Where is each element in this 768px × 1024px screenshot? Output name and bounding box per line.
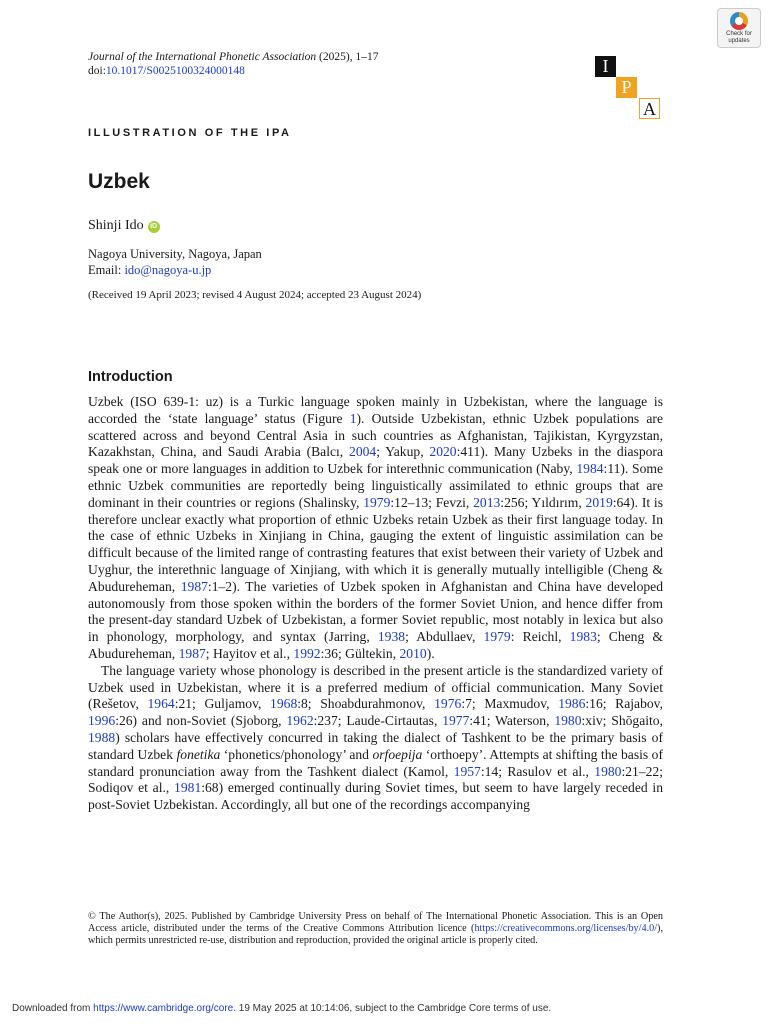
text-run: :256; Yıldırım,: [500, 494, 586, 510]
citation-link[interactable]: 1983: [569, 629, 597, 645]
text-run: The language variety whose phonology is described in the present article is the standardized variety of Uzbek used in Uzbekistan, where it is a preferred medium of official communication. Many Soviet (Rešetov,: [88, 662, 663, 712]
italic-term: fonetika: [176, 746, 221, 762]
citation-link[interactable]: 1987: [180, 578, 208, 594]
license-link[interactable]: https://creativecommons.org/licenses/by/4.0/: [474, 923, 658, 934]
text-run: :11). Some ethnic Uzbek communities are reportedly being linguistically assimilated to ethnic groups that are dominant in their countries or regions (Shalinsky,: [88, 461, 663, 510]
ipa-logo: [593, 56, 665, 122]
paragraph-2: [88, 663, 663, 814]
text-run: ).: [426, 645, 435, 661]
citation-link[interactable]: 1979: [483, 629, 511, 645]
text-run: ; Cheng & Abudureheman,: [88, 629, 663, 661]
download-prefix: Downloaded from: [12, 1003, 94, 1014]
author-name: Shinji Ido: [88, 218, 144, 233]
citation-link[interactable]: 1996: [88, 713, 116, 729]
text-run: Uzbek (ISO 639-1: uz) is a Turkic language spoken mainly in Uzbekistan, where the language is accorded the ‘state language’ status (Figure: [88, 394, 663, 426]
text-run: :36; Gültekin,: [320, 645, 400, 661]
text-run: :26) and non-Soviet (Sjoborg,: [115, 713, 287, 729]
citation-link[interactable]: 1986: [558, 696, 586, 712]
text-run: :xiv; Shōgaito,: [581, 713, 664, 729]
text-run: ; Hayitov et al.,: [205, 645, 294, 661]
text-run: ) scholars have effectively concurred in taking the dialect of Tashkent to be the primary basis of standard Uzbek: [88, 729, 663, 762]
cambridge-core-link[interactable]: https://www.cambridge.org/core: [93, 1003, 234, 1014]
citation-link[interactable]: 1984: [576, 461, 604, 477]
citation-link[interactable]: 2010: [399, 645, 427, 661]
text-run: :8; Shoabdurahmonov,: [297, 696, 435, 712]
text-run: :1–2). The varieties of Uzbek spoken in Afghanistan and China have developed autonomously from those spoken within the borders of the former Soviet Union, and hence differ from the present-day standard Uzbek of Uzbekistan, a former Soviet republic, most notably in lexica but also in phonology, morphology, and syntax (Jarring,: [88, 578, 663, 645]
copyright-footnote: [88, 911, 663, 947]
institution: Nagoya University, Nagoya, Japan: [88, 247, 262, 261]
citation-link[interactable]: 1980: [554, 713, 582, 729]
received-dates: (Received 19 April 2023; revised 4 August 2024; accepted 23 August 2024): [88, 289, 422, 301]
citation-link[interactable]: 1938: [377, 629, 406, 645]
badge-line-1: Check for: [726, 31, 752, 37]
text-run: :68) emerged continually during Soviet times, but seem to have largely receded in post-Soviet Uzbekistan. Accordingly, all but one of the recordings accompanying: [88, 780, 663, 813]
citation-link[interactable]: 1977: [442, 713, 470, 729]
text-run: :12–13; Fevzi,: [390, 494, 474, 510]
citation-link[interactable]: 1968: [270, 696, 298, 712]
article-title: Uzbek: [88, 170, 150, 193]
check-for-updates-badge[interactable]: [717, 8, 761, 48]
text-run: ‘orthoepy’. Attempts at shifting the basis of standard pronunciation away from the Tashkent dialect (Kamol,: [88, 746, 664, 779]
doi-link[interactable]: 10.1017/S0025100324000148: [105, 65, 245, 77]
citation-link[interactable]: 1988: [88, 729, 116, 745]
text-run: :16; Rajabov,: [585, 696, 663, 712]
paragraph-1: [88, 394, 663, 663]
text-run: :21; Guljamov,: [174, 696, 271, 712]
journal-name: Journal of the International Phonetic Association: [88, 51, 317, 63]
italic-term: orfoepija: [372, 746, 423, 762]
ipa-logo-p: P: [616, 77, 637, 98]
citation-link[interactable]: 1976: [434, 696, 462, 712]
citation-link[interactable]: 2013: [473, 494, 501, 510]
email-link[interactable]: ido@nagoya-u.jp: [124, 262, 212, 277]
journal-header: [88, 50, 378, 78]
download-notice: [12, 1003, 551, 1014]
citation-link[interactable]: 1992: [293, 645, 321, 661]
doi-prefix: doi:: [88, 65, 106, 77]
citation-link[interactable]: 2019: [585, 494, 613, 510]
text-run: : Reichl,: [510, 629, 570, 645]
text-run: ; Yakup,: [376, 444, 430, 460]
ipa-logo-a: A: [639, 98, 660, 119]
citation-link[interactable]: 1981: [174, 780, 202, 796]
footnote-text-2: ), which permits unrestricted re-use, distribution and reproduction, provided the original article is properly cited.: [88, 923, 663, 946]
text-run: ; Abdullaev,: [405, 629, 484, 645]
citation-link[interactable]: 1: [349, 410, 357, 426]
citation-link[interactable]: 1964: [147, 696, 175, 712]
citation-link[interactable]: 2004: [349, 444, 377, 460]
body-text: [88, 394, 663, 814]
text-run: :411). Many Uzbeks in the diaspora speak one or more languages in addition to Uzbek for interethnic communication (Naby,: [88, 444, 663, 477]
ipa-logo-i: I: [595, 56, 616, 77]
orcid-icon[interactable]: iD: [148, 221, 160, 233]
citation-link[interactable]: 1987: [178, 645, 206, 661]
affiliation: [88, 247, 262, 278]
footnote-text-1: © The Author(s), 2025. Published by Cambridge University Press on behalf of The International Phonetic Association. This is an Open Access article, distributed under the terms of the Creative Commons Attribution licence (: [88, 911, 663, 934]
email-label: Email:: [88, 262, 125, 277]
citation-link[interactable]: 1979: [363, 494, 391, 510]
citation-link[interactable]: 1980: [594, 763, 622, 779]
text-run: :41; Waterson,: [469, 713, 555, 729]
section-label: ILLUSTRATION OF THE IPA: [88, 127, 292, 139]
text-run: ). Outside Uzbekistan, ethnic Uzbek populations are scattered across and beyond Central Asia in such countries as Afghanistan, Tajikistan, Kyrgyzstan, Kazakhstan, China, and Saudi Arabia (Balcı,: [88, 410, 663, 460]
section-heading-introduction: Introduction: [88, 369, 173, 385]
text-run: :21–22; Sodiqov et al.,: [88, 763, 663, 796]
journal-meta: (2025), 1–17: [316, 51, 379, 63]
text-run: :7; Maxmudov,: [461, 696, 559, 712]
crossmark-icon: [730, 12, 748, 30]
text-run: :14; Rasulov et al.,: [480, 763, 595, 779]
citation-link[interactable]: 1957: [453, 763, 481, 779]
text-run: :64). It is therefore unclear exactly what proportion of ethnic Uzbeks retain Uzbek as their first language today. In the case of ethnic Uzbeks in Xinjiang in China, gauging the extent of linguistic assimilation can be difficult because of the limited range of contrasting features that exist between their variety of Uzbek and Uyghur, the interethnic language of Xinjiang, with which it is generally mutually intelligible (Cheng & Abudureheman,: [88, 494, 663, 594]
text-run: :237; Laude-Cirtautas,: [313, 713, 443, 729]
author-line: [88, 218, 160, 234]
citation-link[interactable]: 2020: [429, 444, 457, 460]
citation-link[interactable]: 1962: [286, 713, 314, 729]
download-suffix: . 19 May 2025 at 10:14:06, subject to the Cambridge Core terms of use.: [233, 1003, 552, 1014]
text-run: ‘phonetics/phonology’ and: [220, 746, 373, 762]
badge-line-2: updates: [728, 38, 750, 44]
